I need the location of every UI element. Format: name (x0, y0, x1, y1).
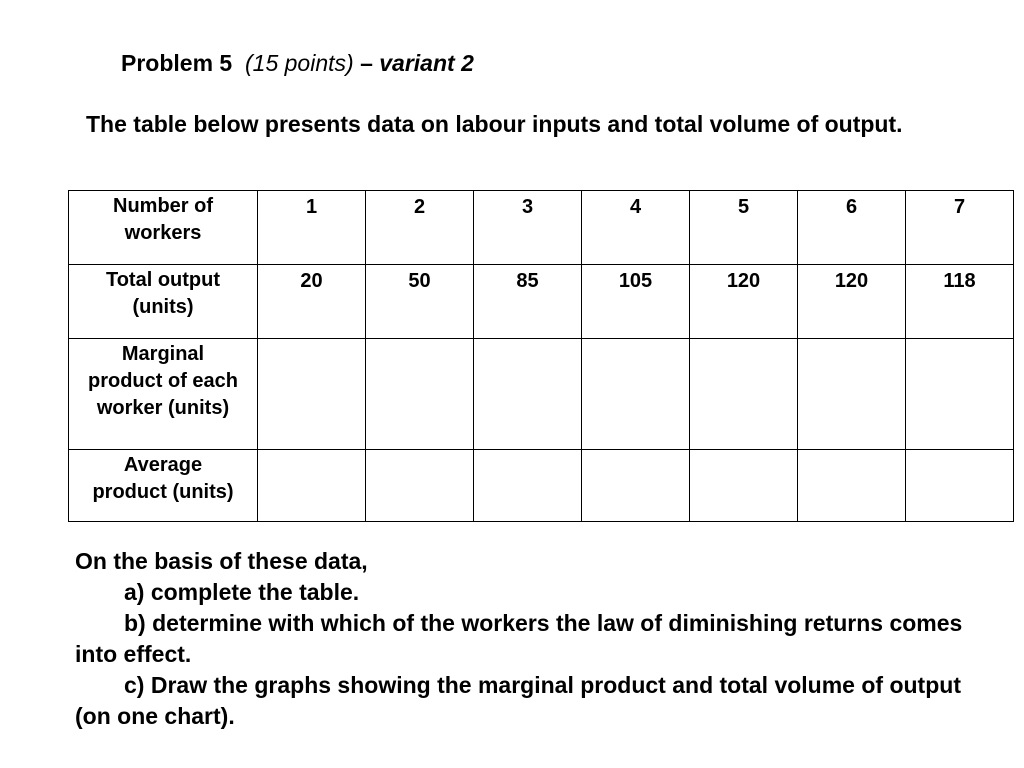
row-header-line: product (units) (92, 481, 234, 503)
empty-answer-cell (474, 450, 582, 522)
row-header-line: Marginal (121, 343, 205, 365)
empty-answer-cell (906, 450, 1014, 522)
problem-points: (15 points) (245, 50, 354, 76)
table-cell: 120 (690, 265, 798, 339)
problem-dash: – (360, 50, 373, 76)
empty-answer-cell (798, 450, 906, 522)
row-header-line: worker (units) (96, 397, 230, 419)
empty-answer-cell (366, 339, 474, 450)
table-cell: 7 (906, 191, 1014, 265)
row-header-average-product (69, 450, 258, 522)
empty-answer-cell (474, 339, 582, 450)
table-cell: 20 (258, 265, 366, 339)
problem-variant: variant 2 (379, 50, 474, 76)
table-row-average-product (69, 450, 1014, 522)
table-cell: 118 (906, 265, 1014, 339)
empty-answer-cell (690, 339, 798, 450)
empty-answer-cell (582, 339, 690, 450)
row-header-line: Average (123, 454, 203, 476)
table-cell: 3 (474, 191, 582, 265)
task-b: b) determine with which of the workers the law of diminishing returns comes into effect. (75, 610, 963, 667)
empty-answer-cell (690, 450, 798, 522)
table-cell: 50 (366, 265, 474, 339)
empty-answer-cell (798, 339, 906, 450)
task-c: c) Draw the graphs showing the marginal product and total volume of output (on one chart). (75, 672, 961, 729)
row-header-line: (units) (132, 296, 194, 318)
row-header-line: workers (124, 222, 202, 244)
row-header-total-output (69, 265, 258, 339)
intro-text: The table below presents data on labour inputs and total volume of output. (86, 111, 903, 137)
row-header-workers (69, 191, 258, 265)
table-cell: 105 (582, 265, 690, 339)
problem-heading (121, 48, 474, 78)
table-cell: 120 (798, 265, 906, 339)
table-cell: 1 (258, 191, 366, 265)
task-list (75, 546, 985, 732)
problem-label: Problem 5 (121, 50, 233, 76)
empty-answer-cell (582, 450, 690, 522)
table-cell: 6 (798, 191, 906, 265)
empty-answer-cell (258, 450, 366, 522)
table-row-marginal-product (69, 339, 1014, 450)
task-lead: On the basis of these data, (75, 548, 368, 574)
table-cell: 2 (366, 191, 474, 265)
workers-output-table (68, 190, 1014, 522)
row-header-marginal-product (69, 339, 258, 450)
row-header-line: Number of (113, 195, 213, 217)
table-cell: 4 (582, 191, 690, 265)
table-row-total-output (69, 265, 1014, 339)
empty-answer-cell (366, 450, 474, 522)
empty-answer-cell (258, 339, 366, 450)
table-cell: 5 (690, 191, 798, 265)
task-a: a) complete the table. (124, 579, 360, 605)
table-cell: 85 (474, 265, 582, 339)
empty-answer-cell (906, 339, 1014, 450)
table-row-workers (69, 191, 1014, 265)
row-header-line: product of each (87, 370, 238, 392)
row-header-line: Total output (105, 269, 221, 291)
